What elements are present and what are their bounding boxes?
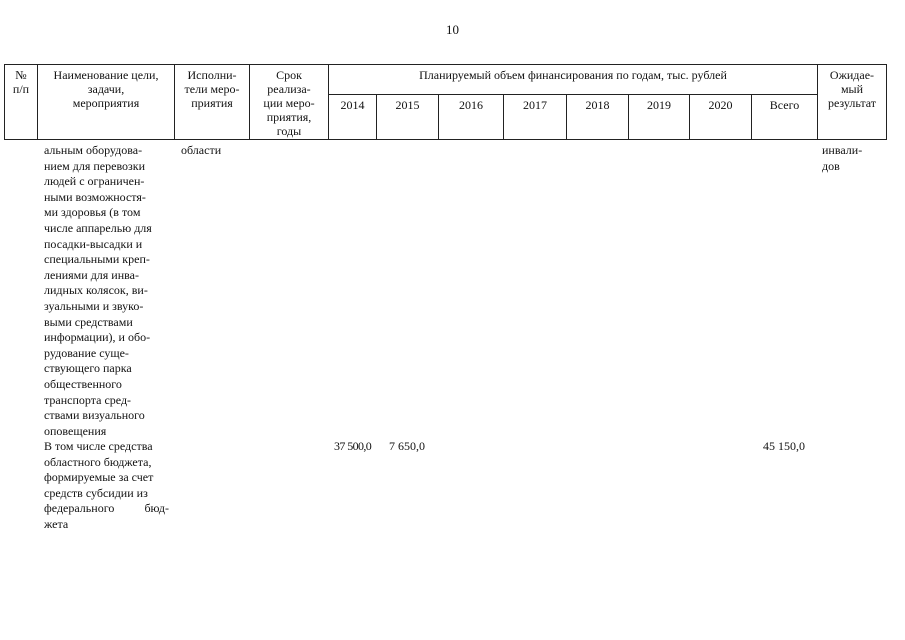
row2-value-total: 45 150,0 (763, 439, 805, 453)
header-executors-line: Исполни- (187, 68, 237, 82)
header-year-2017-text: 2017 (523, 98, 547, 112)
row1-name-line: информации), и обо- (44, 330, 151, 345)
header-name-line: мероприятия (72, 96, 140, 110)
row2-name-line: областного бюджета, (44, 454, 152, 469)
row2-name (44, 439, 169, 533)
row1-name-line: лидных колясок, ви- (44, 283, 148, 298)
row1-name-line: рудование суще- (44, 345, 129, 360)
row2-value-2015: 7 650,0 (389, 439, 425, 453)
row1-name-line: ствами визуального (44, 408, 145, 423)
row1-name-line: транспорта сред- (44, 392, 132, 407)
header-result-line: результат (827, 96, 877, 110)
header-term-line: Срок (276, 68, 302, 82)
header-name-line: Наименование цели, (53, 68, 159, 82)
row2-name-line: жета (44, 516, 69, 531)
header-year-2018-text: 2018 (585, 98, 610, 112)
row1-name-line: специальными креп- (44, 252, 150, 267)
row1-name-line: нием для перевозки (44, 158, 146, 173)
row1-name-line: общественного (44, 376, 122, 391)
header-executors-line: приятия (191, 96, 233, 110)
header-funding-text: Планируемый объем финансирования по годам, тыс. рублей (419, 68, 727, 82)
row1-name-line: ными возможностя- (44, 189, 146, 204)
header-total-text: Всего (769, 98, 800, 112)
page-number: 10 (446, 22, 459, 37)
header-number-line: п/п (12, 82, 30, 96)
row1-name (44, 143, 169, 439)
row1-name-line: ми здоровья (в том (44, 205, 141, 220)
header-term-line: ции меро- (263, 96, 315, 110)
header-number-line: № (15, 68, 27, 82)
header-year-2015-text: 2015 (395, 98, 420, 112)
row1-name-line: людей с ограничен- (44, 174, 145, 189)
row1-name-line: зуальными и звуко- (44, 298, 144, 313)
header-number-text (4, 68, 38, 96)
header-executors-line: тели меро- (184, 82, 240, 96)
header-term-line: годы (276, 124, 302, 138)
row1-name-line: лениями для инва- (44, 267, 139, 282)
header-name-text (37, 68, 175, 110)
header-year-2016-text: 2016 (459, 98, 483, 112)
row2-value-2014: 37 500,0 (334, 439, 372, 453)
row1-name-line: оповещения (44, 423, 107, 438)
row2-name-line: В том числе средства (44, 439, 153, 453)
row1-result (822, 143, 862, 174)
header-year-2014-text: 2014 (340, 98, 365, 112)
row1-executor: области (181, 143, 222, 157)
row1-name-line: числе аппарелью для (44, 220, 152, 235)
row1-name-line: ствующего парка (44, 361, 132, 376)
header-term-text (249, 68, 329, 138)
header-term-line: реализа- (267, 82, 311, 96)
row1-name-line: посадки-высадки и (44, 236, 143, 251)
header-result-text (817, 68, 887, 110)
header-year-2019-text: 2019 (647, 98, 671, 112)
row1-result-line: инвали- (822, 143, 863, 157)
header-year-2020-text: 2020 (708, 98, 733, 112)
header-result-line: Ожидае- (829, 68, 875, 82)
header-executors-text (174, 68, 250, 110)
row1-result-line: дов (822, 158, 840, 173)
header-term-line: приятия, (266, 110, 312, 124)
header-result-line: мый (840, 82, 864, 96)
row1-name-line: выми средствами (44, 314, 133, 329)
row1-name-line: альным оборудова- (44, 143, 143, 157)
row2-name-line: формируемые за счет (44, 470, 154, 485)
row2-name-line: средств субсидии из (44, 485, 148, 500)
row2-name-line: федерального бюд- (44, 501, 169, 516)
header-name-line: задачи, (87, 82, 125, 96)
